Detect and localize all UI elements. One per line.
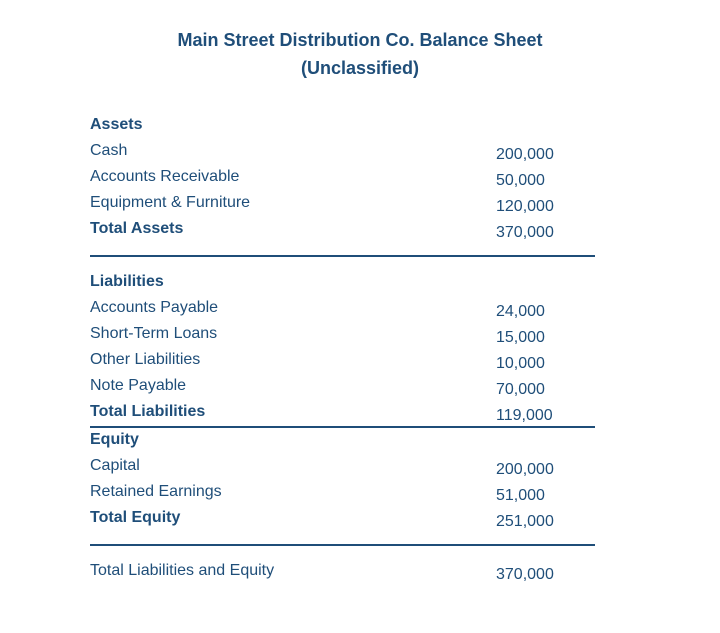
liability-value: 15,000 — [496, 329, 545, 346]
total-equity-label: Total Equity — [90, 509, 181, 526]
total-liabilities-label: Total Liabilities — [90, 403, 206, 420]
title-line-1: Main Street Distribution Co. Balance Sheet — [177, 30, 543, 50]
equity-value: 51,000 — [496, 487, 545, 504]
equity-row — [90, 483, 595, 509]
assets-heading: Assets — [90, 116, 143, 133]
liability-row — [90, 351, 595, 377]
total-assets-label: Total Assets — [90, 220, 184, 237]
asset-value: 120,000 — [496, 198, 554, 215]
liabilities-divider — [90, 426, 595, 428]
liability-row — [90, 377, 595, 403]
liability-value: 70,000 — [496, 381, 545, 398]
equity-divider — [90, 544, 595, 546]
equity-label: Retained Earnings — [90, 483, 222, 500]
liability-row — [90, 325, 595, 351]
liability-row — [90, 299, 595, 325]
liability-label: Note Payable — [90, 377, 187, 394]
asset-label: Equipment & Furniture — [90, 194, 251, 211]
assets-heading-row — [90, 116, 595, 142]
total-assets-value: 370,000 — [496, 224, 554, 241]
liability-value: 24,000 — [496, 303, 545, 320]
total-equity-row — [90, 509, 595, 535]
total-assets-row — [90, 220, 595, 246]
equity-label: Capital — [90, 457, 140, 474]
liability-label: Other Liabilities — [90, 351, 201, 368]
asset-row — [90, 168, 595, 194]
title-line-2: (Unclassified) — [300, 58, 420, 78]
equity-heading: Equity — [90, 431, 139, 448]
liability-value: 10,000 — [496, 355, 545, 372]
equity-heading-row — [90, 431, 595, 457]
total-liabilities-value: 119,000 — [496, 407, 553, 424]
asset-row — [90, 194, 595, 220]
assets-divider — [90, 255, 595, 257]
liabilities-heading-row — [90, 273, 595, 299]
total-equity-value: 251,000 — [496, 513, 554, 530]
asset-value: 200,000 — [496, 146, 554, 163]
asset-value: 50,000 — [496, 172, 545, 189]
liability-label: Accounts Payable — [90, 299, 219, 316]
asset-label: Cash — [90, 142, 128, 159]
grand-total-value: 370,000 — [496, 566, 554, 583]
equity-row — [90, 457, 595, 483]
liabilities-heading: Liabilities — [90, 273, 164, 290]
asset-row — [90, 142, 595, 168]
grand-total-label: Total Liabilities and Equity — [90, 562, 275, 579]
grand-total-row — [90, 562, 595, 588]
liability-label: Short-Term Loans — [90, 325, 218, 342]
asset-label: Accounts Receivable — [90, 168, 240, 185]
equity-value: 200,000 — [496, 461, 554, 478]
